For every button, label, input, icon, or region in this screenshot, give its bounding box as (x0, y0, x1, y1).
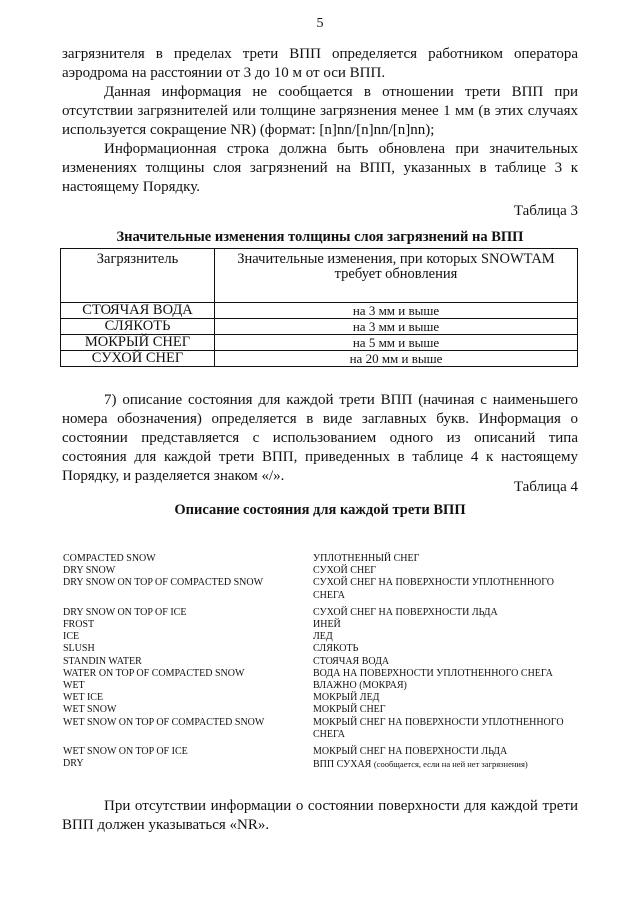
table4-row (63, 680, 583, 692)
table4-en: WET SNOW ON TOP OF COMPACTED SNOW (63, 716, 265, 728)
table4-en: WATER ON TOP OF COMPACTED SNOW (63, 667, 245, 679)
table4-en: ICE (63, 631, 80, 643)
table4-ru (313, 758, 583, 771)
table4-ru: МОКРЫЙ ЛЕД (313, 692, 380, 704)
table4-row (63, 631, 583, 643)
table3-cell-threshold: на 3 мм и выше (215, 303, 578, 319)
table3-cell-threshold: на 20 мм и выше (215, 351, 578, 367)
table4-row (63, 656, 583, 668)
table4-row (63, 704, 583, 716)
table4-ru: СЛЯКОТЬ (313, 643, 359, 655)
table4-row (63, 577, 583, 601)
table4-ru: ИНЕЙ (313, 619, 341, 631)
table4-ru: ВЛАЖНО (МОКРАЯ) (313, 680, 407, 692)
table-row (61, 319, 578, 335)
table4-ru: СУХОЙ СНЕГ (313, 565, 377, 577)
paragraph-5: При отсутствии информации о состоянии поверхности для каждой трети ВПП должен указываться «NR». (62, 798, 578, 833)
paragraph-3: Информационная строка должна быть обновлена при значительных изменениях толщины слоя загрязнений на ВПП, указанных в таблице 3 к настоящему Порядку. (62, 141, 578, 195)
table-row (61, 335, 578, 351)
table3-header-row (61, 249, 578, 303)
table3-cell-threshold: на 3 мм и выше (215, 319, 578, 335)
table4-en: DRY SNOW ON TOP OF COMPACTED SNOW (63, 577, 264, 589)
table3-cell-contaminant: СУХОЙ СНЕГ (61, 351, 215, 367)
table4-ru: ВОДА НА ПОВЕРХНОСТИ УПЛОТНЕННОГО СНЕГА (313, 667, 553, 679)
table4-en: WET SNOW ON TOP OF ICE (63, 746, 188, 758)
table3-label: Таблица 3 (513, 203, 578, 219)
table4-en: WET SNOW (63, 704, 117, 716)
table4-en: DRY SNOW (63, 565, 116, 577)
table3-title: Значительные изменения толщины слоя загрязнений на ВПП (116, 229, 524, 245)
table4-row (63, 692, 583, 704)
table4-en: WET ICE (63, 692, 104, 704)
table4-label: Таблица 4 (513, 479, 578, 495)
table3-cell-contaminant: СТОЯЧАЯ ВОДА (61, 303, 215, 319)
table4-title: Описание состояния для каждой трети ВПП (174, 502, 466, 518)
table4-row (63, 565, 583, 577)
table3-header-changes: Значительные изменения, при которых SNOWTAM требует обновления (215, 249, 578, 303)
table4-row (63, 553, 583, 565)
table4-en: WET (63, 680, 85, 692)
table3-cell-threshold: на 5 мм и выше (215, 335, 578, 351)
table4-ru: МОКРЫЙ СНЕГ НА ПОВЕРХНОСТИ ЛЬДА (313, 746, 508, 758)
paragraph-1: загрязнителя в пределах трети ВПП определяется работником оператора аэродрома на расстоянии от 3 до 10 м от оси ВПП. (62, 46, 578, 81)
table4-ru: МОКРЫЙ СНЕГ НА ПОВЕРХНОСТИ УПЛОТНЕННОГО СНЕГА (313, 716, 564, 740)
table4-en: DRY (63, 758, 84, 770)
table4-row (63, 643, 583, 655)
paragraph-4: 7) описание состояния для каждой трети ВПП (начиная с наименьшего номера обозначения) определяется в виде заглавных букв. Информация о состоянии представляется с использованием одного из описаний типа состояния для каждой трети ВПП, приведенных в таблице 4 к настоящему Порядку, и разделяется знаком «/». (62, 392, 578, 484)
table4 (63, 553, 583, 771)
table4-en: FROST (63, 619, 95, 631)
table4-row (63, 746, 583, 758)
paragraph-2: Данная информация не сообщается в отношении трети ВПП при отсутствии загрязнителей или толщине загрязнения менее 1 мм (в этих случаях используется сокращение NR) (формат: [n]nn/[n]nn/[n]nn); (62, 84, 578, 138)
table4-ru-text: ВПП СУХАЯ (313, 759, 372, 771)
table3-cell-contaminant: СЛЯКОТЬ (61, 319, 215, 335)
table4-row (63, 758, 583, 771)
table4-ru: МОКРЫЙ СНЕГ (313, 704, 386, 716)
table4-ru-note: (сообщается, если на ней нет загрязнения) (373, 759, 528, 770)
table4-ru: СТОЯЧАЯ ВОДА (313, 655, 390, 667)
table4-row (63, 668, 583, 680)
table4-en: DRY SNOW ON TOP OF ICE (63, 606, 187, 618)
table3-cell-contaminant: МОКРЫЙ СНЕГ (61, 335, 215, 351)
table-row (61, 303, 578, 319)
table4-row (63, 607, 583, 619)
table4-ru: СУХОЙ СНЕГ НА ПОВЕРХНОСТИ УПЛОТНЕННОГО СНЕГА (313, 577, 555, 601)
table4-ru: ЛЕД (313, 631, 333, 643)
table4-en: STANDIN WATER (63, 655, 142, 667)
table4-row (63, 717, 583, 741)
table4-en: COMPACTED SNOW (63, 553, 156, 564)
table4-ru: УПЛОТНЕННЫЙ СНЕГ (313, 553, 420, 564)
table-row (61, 351, 578, 367)
table4-row (63, 619, 583, 631)
table3 (60, 248, 578, 367)
table4-ru: СУХОЙ СНЕГ НА ПОВЕРХНОСТИ ЛЬДА (313, 606, 498, 618)
table3-header-contaminant: Загрязнитель (61, 249, 215, 303)
table4-en: SLUSH (63, 643, 95, 655)
page-number: 5 (316, 16, 324, 31)
